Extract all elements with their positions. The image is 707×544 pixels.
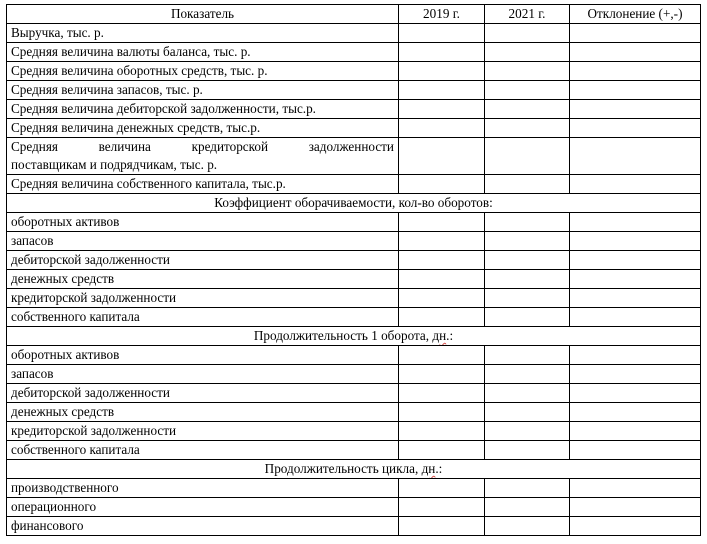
- cell-2021[interactable]: [485, 100, 570, 119]
- row-label: запасов: [7, 365, 399, 384]
- table-row: [7, 479, 701, 498]
- table-row: [7, 213, 701, 232]
- table-row: [7, 517, 701, 536]
- cell-2019[interactable]: [399, 498, 485, 517]
- cell-deviation[interactable]: [570, 498, 701, 517]
- section-title-cycle-prefix: Продолжительность цикла,: [264, 461, 422, 476]
- cell-2019[interactable]: [399, 308, 485, 327]
- header-deviation: Отклонение (+,-): [570, 5, 701, 24]
- header-year-2019: 2019 г.: [399, 5, 485, 24]
- cell-2019[interactable]: [399, 422, 485, 441]
- cell-2019[interactable]: [399, 213, 485, 232]
- cell-2019[interactable]: [399, 100, 485, 119]
- table-row: [7, 119, 701, 138]
- cell-2019[interactable]: [399, 24, 485, 43]
- cell-deviation[interactable]: [570, 119, 701, 138]
- cell-deviation[interactable]: [570, 138, 701, 175]
- cell-deviation[interactable]: [570, 384, 701, 403]
- table-row: [7, 441, 701, 460]
- table-row: [7, 346, 701, 365]
- cell-2019[interactable]: [399, 251, 485, 270]
- cell-2019[interactable]: [399, 346, 485, 365]
- cell-deviation[interactable]: [570, 403, 701, 422]
- section-title-turnover: Коэффициент оборачиваемости, кол-во оборотов:: [7, 194, 701, 213]
- table-row: [7, 175, 701, 194]
- cell-deviation[interactable]: [570, 441, 701, 460]
- cell-2021[interactable]: [485, 517, 570, 536]
- row-label: производственного: [7, 479, 399, 498]
- row-label: Средняя величина запасов, тыс. р.: [7, 81, 399, 100]
- table-row: [7, 498, 701, 517]
- cell-deviation[interactable]: [570, 232, 701, 251]
- cell-2019[interactable]: [399, 232, 485, 251]
- row-label: собственного капитала: [7, 441, 399, 460]
- row-label: кредиторской задолженности: [7, 422, 399, 441]
- cell-2019[interactable]: [399, 441, 485, 460]
- cell-2021[interactable]: [485, 24, 570, 43]
- cell-2019[interactable]: [399, 119, 485, 138]
- cell-deviation[interactable]: [570, 517, 701, 536]
- table-row: [7, 100, 701, 119]
- cell-deviation[interactable]: [570, 422, 701, 441]
- cell-2021[interactable]: [485, 175, 570, 194]
- cell-2021[interactable]: [485, 403, 570, 422]
- section-row-cycle: [7, 460, 701, 479]
- cell-2021[interactable]: [485, 138, 570, 175]
- cell-2021[interactable]: [485, 62, 570, 81]
- row-label: денежных средств: [7, 270, 399, 289]
- cell-2019[interactable]: [399, 62, 485, 81]
- section-title-cycle: [7, 460, 701, 479]
- cell-2021[interactable]: [485, 232, 570, 251]
- table-row: [7, 138, 701, 175]
- section-title-duration-prefix: Продолжительность 1 оборота,: [253, 328, 433, 343]
- table-row: [7, 384, 701, 403]
- cell-2021[interactable]: [485, 251, 570, 270]
- header-year-2021: 2021 г.: [485, 5, 570, 24]
- table-row: [7, 270, 701, 289]
- section-row-duration: [7, 327, 701, 346]
- table-row: [7, 289, 701, 308]
- table-row: [7, 403, 701, 422]
- row-label: Средняя величина оборотных средств, тыс. р.: [7, 62, 399, 81]
- cell-deviation[interactable]: [570, 175, 701, 194]
- section-title-cycle-unit: дн: [421, 461, 436, 476]
- cell-deviation[interactable]: [570, 289, 701, 308]
- row-label: дебиторской задолженности: [7, 251, 399, 270]
- cell-2021[interactable]: [485, 213, 570, 232]
- section-title-duration: [7, 327, 701, 346]
- row-label: собственного капитала: [7, 308, 399, 327]
- section-title-cycle-suffix: .:: [435, 461, 443, 476]
- cell-deviation[interactable]: [570, 100, 701, 119]
- row-label: кредиторской задолженности: [7, 289, 399, 308]
- cell-2021[interactable]: [485, 43, 570, 62]
- table-row: [7, 81, 701, 100]
- section-row-turnover: [7, 194, 701, 213]
- row-label: дебиторской задолженности: [7, 384, 399, 403]
- cell-2019[interactable]: [399, 81, 485, 100]
- cell-2021[interactable]: [485, 365, 570, 384]
- cell-2021[interactable]: [485, 479, 570, 498]
- cell-2021[interactable]: [485, 498, 570, 517]
- row-label: Выручка, тыс. р.: [7, 24, 399, 43]
- creditor-line-2: поставщикам и подрядчикам, тыс. р.: [11, 157, 218, 172]
- cell-2021[interactable]: [485, 346, 570, 365]
- row-label: запасов: [7, 232, 399, 251]
- cell-deviation[interactable]: [570, 251, 701, 270]
- row-label: Средняя величина валюты баланса, тыс. р.: [7, 43, 399, 62]
- cell-2019[interactable]: [399, 289, 485, 308]
- cell-2021[interactable]: [485, 384, 570, 403]
- cell-2019[interactable]: [399, 138, 485, 175]
- cell-deviation[interactable]: [570, 62, 701, 81]
- table-row: [7, 251, 701, 270]
- row-label: операционного: [7, 498, 399, 517]
- cell-deviation[interactable]: [570, 43, 701, 62]
- header-indicator: Показатель: [7, 5, 399, 24]
- section-title-duration-suffix: .:: [446, 328, 454, 343]
- cell-2019[interactable]: [399, 365, 485, 384]
- row-label: финансового: [7, 517, 399, 536]
- cell-deviation[interactable]: [570, 81, 701, 100]
- table-header-row: [7, 5, 701, 24]
- cell-2021[interactable]: [485, 422, 570, 441]
- table-row: [7, 365, 701, 384]
- cell-2019[interactable]: [399, 384, 485, 403]
- row-label: оборотных активов: [7, 213, 399, 232]
- cell-2019[interactable]: [399, 517, 485, 536]
- cell-2021[interactable]: [485, 308, 570, 327]
- row-label: Средняя величина дебиторской задолженности, тыс.р.: [7, 100, 399, 119]
- cell-deviation[interactable]: [570, 479, 701, 498]
- row-label-creditor: [7, 138, 399, 175]
- cell-2019[interactable]: [399, 270, 485, 289]
- cell-deviation[interactable]: [570, 365, 701, 384]
- table-row: [7, 62, 701, 81]
- cell-2019[interactable]: [399, 43, 485, 62]
- cell-deviation[interactable]: [570, 308, 701, 327]
- cell-2021[interactable]: [485, 270, 570, 289]
- cell-deviation[interactable]: [570, 24, 701, 43]
- section-title-duration-unit: дн: [432, 328, 447, 343]
- row-label: Средняя величина денежных средств, тыс.р.: [7, 119, 399, 138]
- cell-deviation[interactable]: [570, 213, 701, 232]
- table-row: [7, 24, 701, 43]
- creditor-line-1: Средняя величина кредиторской задолженности: [11, 139, 394, 154]
- cell-2021[interactable]: [485, 441, 570, 460]
- cell-deviation[interactable]: [570, 270, 701, 289]
- table-row: [7, 232, 701, 251]
- row-label: Средняя величина собственного капитала, тыс.р.: [7, 175, 399, 194]
- cell-2021[interactable]: [485, 119, 570, 138]
- cell-2019[interactable]: [399, 175, 485, 194]
- cell-2021[interactable]: [485, 81, 570, 100]
- table-row: [7, 308, 701, 327]
- row-label: денежных средств: [7, 403, 399, 422]
- cell-2019[interactable]: [399, 403, 485, 422]
- indicators-table: [6, 4, 701, 536]
- cell-2019[interactable]: [399, 479, 485, 498]
- row-label: оборотных активов: [7, 346, 399, 365]
- cell-deviation[interactable]: [570, 346, 701, 365]
- cell-2021[interactable]: [485, 289, 570, 308]
- table-row: [7, 422, 701, 441]
- table-row: [7, 43, 701, 62]
